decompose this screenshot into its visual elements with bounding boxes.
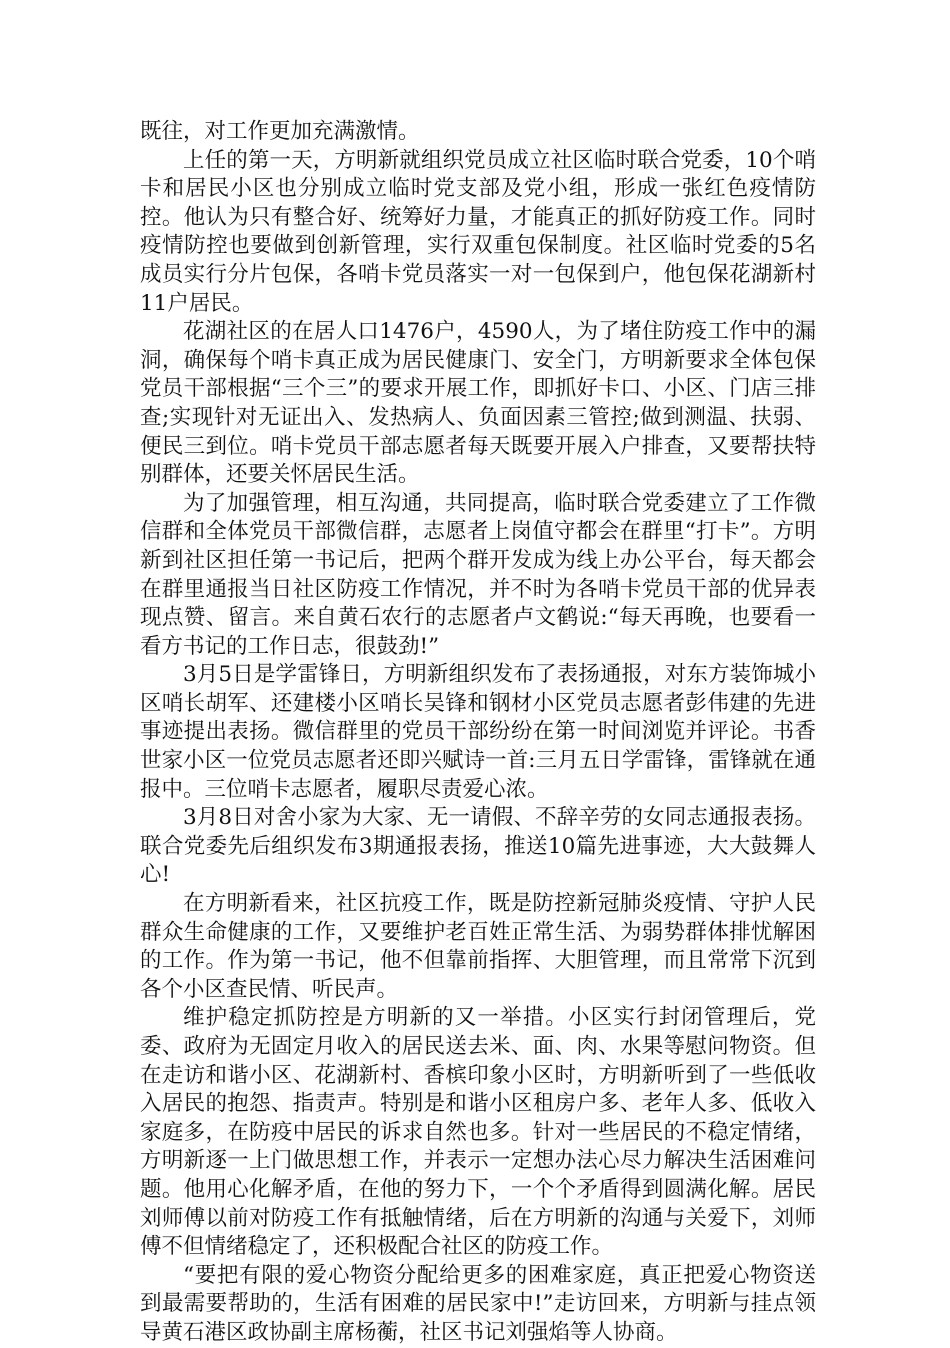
paragraph: 在方明新看来，社区抗疫工作，既是防控新冠肺炎疫情、守护人民群众生命健康的工作，又要维护老百姓正常生活、为弱势群体排忧解困的工作。作为第一书记，他不但靠前指挥、大胆管理，而且常常下沉到各个小区查民情、听民声。: [140, 891, 816, 1002]
paragraph: 维护稳定抓防控是方明新的又一举措。小区实行封闭管理后，党委、政府为无固定月收入的居民送去米、面、肉、水果等慰问物资。但在走访和谐小区、花湖新村、香槟印象小区时，方明新听到了一些低收入居民的抱怨、指责声。特别是和谐小区租房户多、老年人多、低收入家庭多，在防疫中居民的诉求自然也多。针对一些居民的不稳定情绪，方明新逐一上门做思想工作，并表示一定想办法心尽力解决生活困难问题。他用心化解矛盾，在他的努力下，一个个矛盾得到圆满化解。居民刘师傅以前对防疫工作有抵触情绪，后在方明新的沟通与关爱下，刘师傅不但情绪稳定了，还积极配合社区的防疫工作。: [140, 1005, 816, 1260]
paragraph: 为了加强管理，相互沟通，共同提高，临时联合党委建立了工作微信群和全体党员干部微信群，志愿者上岗值守都会在群里“打卡”。方明新到社区担任第一书记后，把两个群开发成为线上办公平台，每天都会在群里通报当日社区防疫工作情况，并不时为各哨卡党员干部的优异表现点赞、留言。来自黄石农行的志愿者卢文鹤说:“每天再晚，也要看一看方书记的工作日志，很鼓劲!”: [140, 490, 816, 659]
paragraph: 3月5日是学雷锋日，方明新组织发布了表扬通报，对东方装饰城小区哨长胡军、还建楼小区哨长吴锋和钢材小区党员志愿者彭伟建的先进事迹提出表扬。微信群里的党员干部纷纷在第一时间浏览并评论。书香世家小区一位党员志愿者还即兴赋诗一首:三月五日学雷锋，雷锋就在通报中。三位哨卡志愿者，履职尽责爱心浓。: [140, 662, 816, 802]
paragraph: 既往，对工作更加充满激情。: [140, 119, 420, 144]
paragraph: 花湖社区的在居人口1476户，4590人，为了堵住防疫工作中的漏洞，确保每个哨卡真正成为居民健康门、安全门，方明新要求全体包保党员干部根据“三个三”的要求开展工作，即抓好卡口、小区、门店三排查;实现针对无证出入、发热病人、负面因素三管控;做到测温、扶弱、便民三到位。哨卡党员干部志愿者每天既要开展入户排查，又要帮扶特别群体，还要关怀居民生活。: [140, 319, 816, 488]
paragraph: “要把有限的爱心物资分配给更多的困难家庭，真正把爱心物资送到最需要帮助的，生活有困难的居民家中!”走访回来，方明新与挂点领导黄石港区政协副主席杨蘅，社区书记刘强焰等人协商。: [140, 1262, 816, 1345]
paragraph: 3月8日对舍小家为大家、无一请假、不辞辛劳的女同志通报表扬。联合党委先后组织发布3期通报表扬，推送10篇先进事迹，大大鼓舞人心!: [140, 805, 816, 888]
document-body: [140, 118, 816, 1348]
paragraph: 上任的第一天，方明新就组织党员成立社区临时联合党委，10个哨卡和居民小区也分别成立临时党支部及党小组，形成一张红色疫情防控。他认为只有整合好、统筹好力量，才能真正的抓好防疫工作。同时疫情防控也要做到创新管理，实行双重包保制度。社区临时党委的5名成员实行分片包保，各哨卡党员落实一对一包保到户，他包保花湖新村11户居民。: [140, 147, 816, 316]
